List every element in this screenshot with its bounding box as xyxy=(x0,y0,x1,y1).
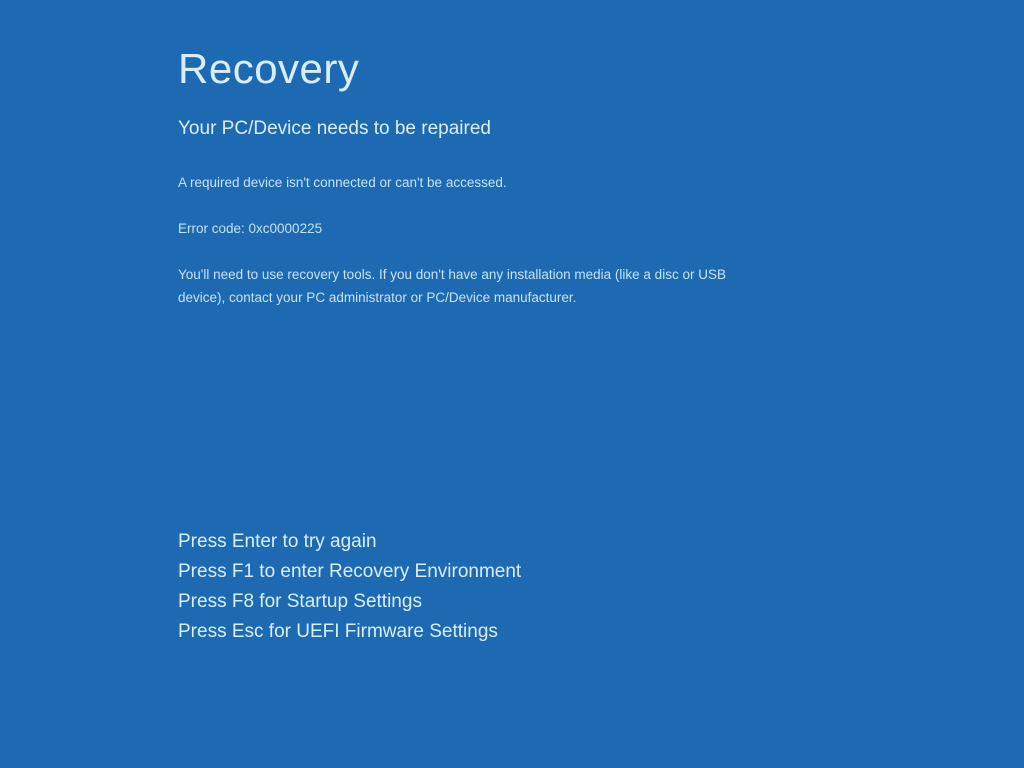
error-message: A required device isn't connected or can't be accessed. xyxy=(178,174,507,190)
recovery-content xyxy=(178,46,904,309)
error-code: Error code: 0xc0000225 xyxy=(178,220,323,236)
action-press-enter: Press Enter to try again xyxy=(178,531,377,552)
recovery-instructions: You'll need to use recovery tools. If you don't have any installation media (like a disc or USB device), contact your PC administrator or PC/Device manufacturer. xyxy=(178,266,726,305)
key-action-list xyxy=(178,527,521,647)
page-title: Recovery xyxy=(178,45,360,92)
action-press-f8: Press F8 for Startup Settings xyxy=(178,591,422,612)
action-press-f1: Press F1 to enter Recovery Environment xyxy=(178,561,522,582)
repair-subtitle: Your PC/Device needs to be repaired xyxy=(178,118,491,140)
action-press-esc: Press Esc for UEFI Firmware Settings xyxy=(178,621,498,642)
